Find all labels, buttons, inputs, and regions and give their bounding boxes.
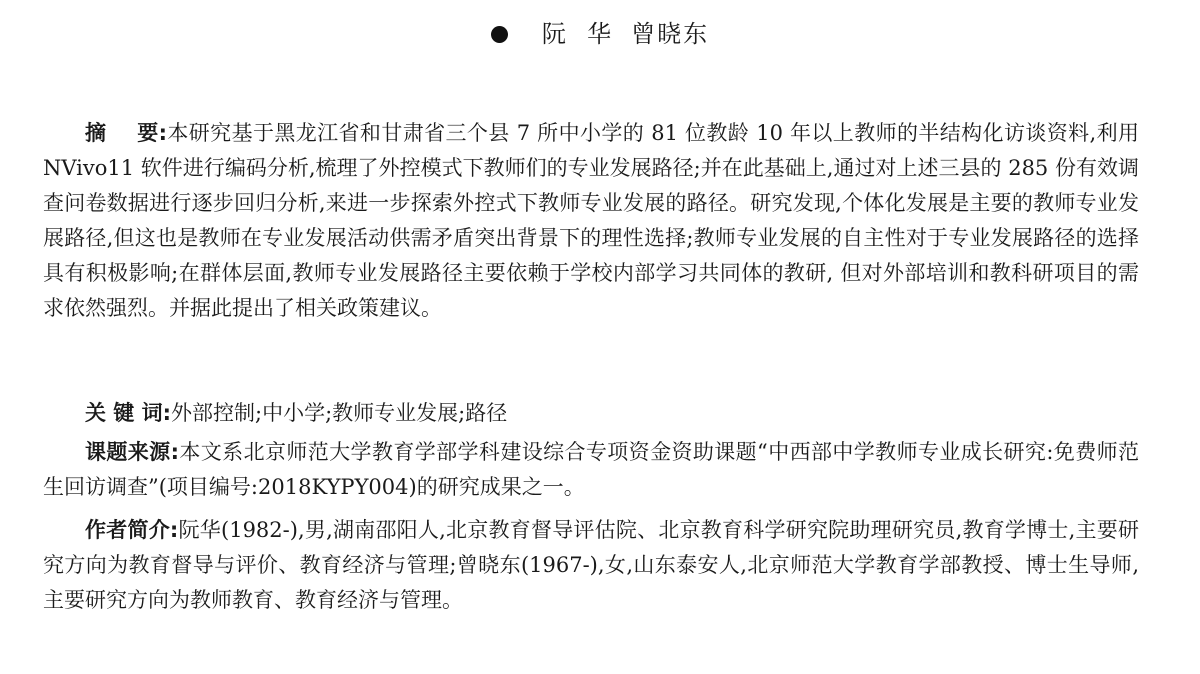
author-bio-paragraph	[43, 513, 1139, 618]
keywords-text: 外部控制;中小学;教师专业发展;路径	[171, 401, 508, 425]
funding-paragraph	[43, 435, 1139, 505]
bullet-icon	[491, 26, 508, 43]
funding-text: 本文系北京师范大学教育学部学科建设综合专项资金资助课题“中西部中学教师专业成长研究:免费师范生回访调查”(项目编号:2018KYPY004)的研究成果之一。	[43, 440, 1139, 499]
author-name-1: 阮 华	[541, 20, 614, 48]
author-line	[0, 14, 1200, 54]
keywords-label: 关 键 词:	[85, 401, 172, 425]
keywords-paragraph	[43, 396, 1139, 431]
author-name-2: 曾晓东	[631, 20, 710, 48]
funding-label: 课题来源:	[85, 440, 179, 464]
author-bio-label: 作者简介:	[85, 518, 179, 542]
abstract-label: 摘 要:	[85, 121, 167, 145]
abstract-text: 本研究基于黑龙江省和甘肃省三个县 7 所中小学的 81 位教龄 10 年以上教师的半结构化访谈资料,利用 NVivo11 软件进行编码分析,梳理了外控模式下教师们的专业发展路径;并在此基础上,通过对上述三县的 285 份有效调查问卷数据进行逐步回归分析,来进一步探索外控式下教师专业发展的路径。研究发现,个体化发展是主要的教师专业发展路径,但这也是教师在专业发展活动供需矛盾突出背景下的理性选择;教师专业发展的自主性对于专业发展路径的选择具有积极影响;在群体层面,教师专业发展路径主要依赖于学校内部学习共同体的教研, 但对外部培训和教科研项目的需求依然强烈。并据此提出了相关政策建议。	[43, 121, 1139, 320]
author-bio-text: 阮华(1982-),男,湖南邵阳人,北京教育督导评估院、北京教育科学研究院助理研究员,教育学博士,主要研究方向为教育督导与评价、教育经济与管理;曾晓东(1967-),女,山东泰安人,北京师范大学教育学部教授、博士生导师,主要研究方向为教师教育、教育经济与管理。	[43, 518, 1139, 612]
abstract-paragraph	[43, 116, 1139, 388]
